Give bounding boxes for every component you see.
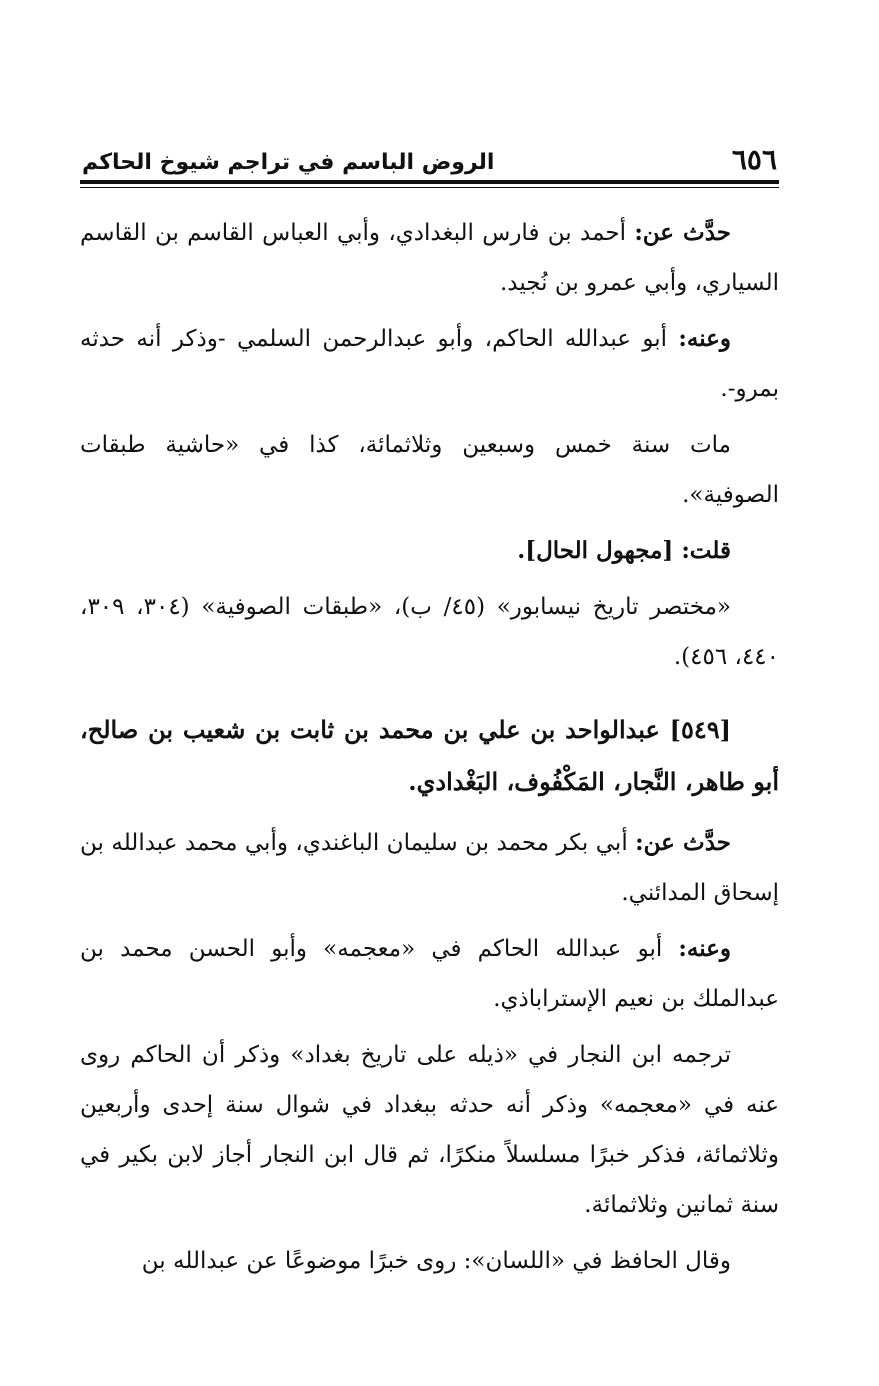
book-page: [80, 130, 779, 1326]
entry-narrated-from-label: حدَّث عن:: [635, 829, 731, 856]
entry-from-him-paragraph: [80, 924, 779, 1024]
entry-from-him-label: وعنه:: [678, 935, 731, 962]
from-him-label: وعنه:: [678, 325, 731, 352]
entry-biography-paragraph: ترجمه ابن النجار في «ذيله على تاريخ بغداد» وذكر أن الحاكم روى عنه في «معجمه» وذكر أنه حدثه ببغداد في شوال سنة إحدى وأربعين وثلاثمائة، فذكر خبرًا مسلسلاً منكرًا، ثم قال ابن النجار أجاز لابن بكير في سنة ثمانين وثلاثمائة.: [80, 1042, 779, 1218]
narrators-from-him-paragraph: [80, 314, 779, 414]
entry-heading: [٥٤٩] عبدالواحد بن علي بن محمد بن ثابت بن شعيب بن صالح، أبو طاهر، النَّجار، المَكْفُوف، البَغْدادي.: [80, 715, 779, 796]
verdict-paragraph: [80, 526, 779, 576]
page-body: [80, 208, 779, 1286]
death-paragraph: مات سنة خمس وسبعين وثلاثمائة، كذا في «حاشية طبقات الصوفية».: [80, 432, 779, 508]
header-rule-thin: [80, 187, 779, 188]
page-header: [80, 130, 779, 174]
page-number: ٦٥٦: [731, 143, 777, 176]
header-rule-thick: [80, 180, 779, 184]
entry-hafiz-paragraph: وقال الحافظ في «اللسان»: روى خبرًا موضوعًا عن عبدالله بن: [141, 1248, 731, 1274]
entry-narrated-from-text: أبي بكر محمد بن سليمان الباغندي، وأبي محمد عبدالله بن إسحاق المدائني.: [80, 830, 779, 906]
narrated-from-paragraph: [80, 208, 779, 308]
entry-narrated-from-paragraph: [80, 818, 779, 918]
sources-paragraph: «مختصر تاريخ نيسابور» (٤٥/ ب)، «طبقات الصوفية» (٣٠٤، ٣٠٩، ٤٤٠، ٤٥٦).: [80, 594, 779, 670]
narrated-from-text: أحمد بن فارس البغدادي، وأبي العباس القاسم بن القاسم السياري، وأبي عمرو بن نُجيد.: [80, 220, 779, 296]
verdict-label: قلت:: [681, 537, 731, 564]
from-him-text: أبو عبدالله الحاكم، وأبو عبدالرحمن السلمي -وذكر أنه حدثه بمرو-.: [80, 326, 779, 402]
entry-from-him-text: أبو عبدالله الحاكم في «معجمه» وأبو الحسن محمد بن عبدالملك بن نعيم الإستراباذي.: [80, 936, 779, 1012]
running-title: الروض الباسم في تراجم شيوخ الحاكم: [82, 150, 495, 175]
verdict-text: [مجهول الحال].: [517, 537, 682, 564]
narrated-from-label: حدَّث عن:: [634, 219, 731, 246]
